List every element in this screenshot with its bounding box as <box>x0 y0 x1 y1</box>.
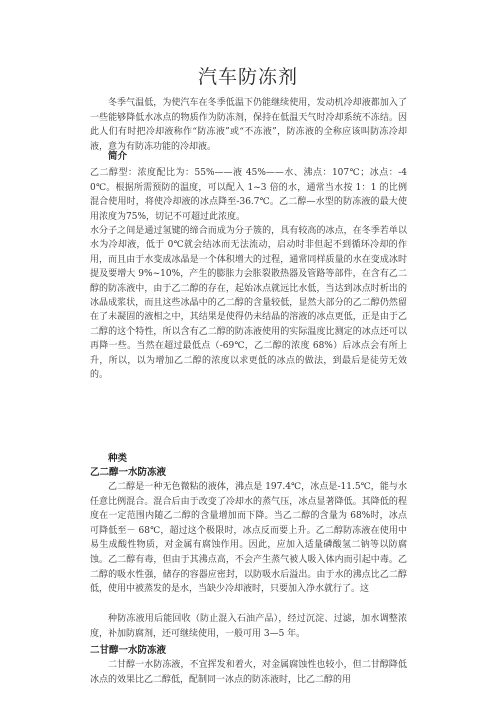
subheading-ethylene-glycol: 乙二醇一水防冻液 <box>90 467 167 478</box>
glycol-type-paragraph: 乙二醇型：浓度配比为：55%——液 45%——水、沸点：107℃；冰点：-40℃。根据所需预防的温度，可以配入 1~3 倍的水，通常当水按 1：1 的比例混合使用时，将使冷却液的冰点降至-36.7℃。乙二醇—水型的防冻液的最大使用浓度为75%，切记不可超过此浓度。 <box>90 168 407 222</box>
ethylene-glycol-paragraph: 乙二醇是一种无色微粘的液体，沸点是 197.4℃，冰点是-11.5℃，能与水任意比例混合。混合后由于改变了冷却水的蒸气压，冰点显著降低。其降低的程度在一定范围内随乙二醇的含量增加而下降。当乙二醇的含量为 68%时，冰点可降低至－ 68℃，超过这个极限时，冰点反而要上升。乙二醇防冻液在使用中易生成酸性物质，对金属有腐蚀作用。因此，应加入适量磷酸氢二钠等以防腐蚀。乙二醇有毒，但由于其沸点高，不会产生蒸气被人吸入体内而引起中毒。乙二醇的吸水性强，储存的容器应密封，以防吸水后溢出。由于水的沸点比乙二醇低，使用中被蒸发的是水，当缺少冷却液时，只要加入净水就行了。这 <box>90 482 407 595</box>
page-title: 汽车防冻剂 <box>197 66 298 88</box>
diethylene-glycol-paragraph: 二甘醇一水防冻液，不宜挥发和着火，对金属腐蚀性也较小，但二甘醇降低冰点的效果比乙二醇低，配制同一冰点的防冻液时，比乙二醇的用 <box>90 660 407 685</box>
ethylene-glycol-reuse-paragraph: 种防冻液用后能回收（防止混入石油产品），经过沉淀、过滤，加水调整浓度，补加防腐剂，还可继续使用，一般可用 3—5 年。 <box>90 614 407 639</box>
section-heading-brief: 简介 <box>108 151 128 162</box>
subheading-diethylene-glycol: 二甘醇一水防冻液 <box>90 645 167 656</box>
mix-principle-paragraph: 水分子之间是通过氢键的缔合而成为分子簇的，具有较高的冰点，在冬季若单以水为冷却液，低于 0℃就会结冰而无法流动，启动时非但起不到循环冷却的作用，而且由于水变成冰晶是一个体积增大的过程，通常同样质量的水在变成冰时提及要增大 9%~10%，产生的膨胀力会胀裂散热器及管路等部件，在含有乙二醇的防冻液中，由于乙二醇的存在，起始冰点就远比水低，当达到冰点时析出的冰晶成浆状，而且这些冰晶中的乙二醇的含量较低，显然大部分的乙二醇仍然留在了未凝固的液相之中，其结果是使得仍未结晶的溶液的冰点更低，正是由于乙二醇的这个特性，所以含有乙二醇的防冻液使用的实际温度比测定的冰点还可以再降一些。当然在超过最低点（-69℃，乙二醇的浓度 68%）后冰点会有所上升，所以，以为增加乙二醇的浓度以求更低的冰点的做法，到最后是徒劳无效的。 <box>90 226 407 381</box>
intro-paragraph: 冬季气温低，为使汽车在冬季低温下仍能继续使用，发动机冷却液都加入了一些能够降低水冰点的物质作为防冻剂，保持在低温天气时冷却系统不冻结。因此人们有时把冷却液称作“防冻液”或“不冻液”，防冻液的全称应该叫防冻冷却液，意为有防冻功能的冷却液。 <box>90 98 407 152</box>
section-heading-types: 种类 <box>108 453 128 464</box>
